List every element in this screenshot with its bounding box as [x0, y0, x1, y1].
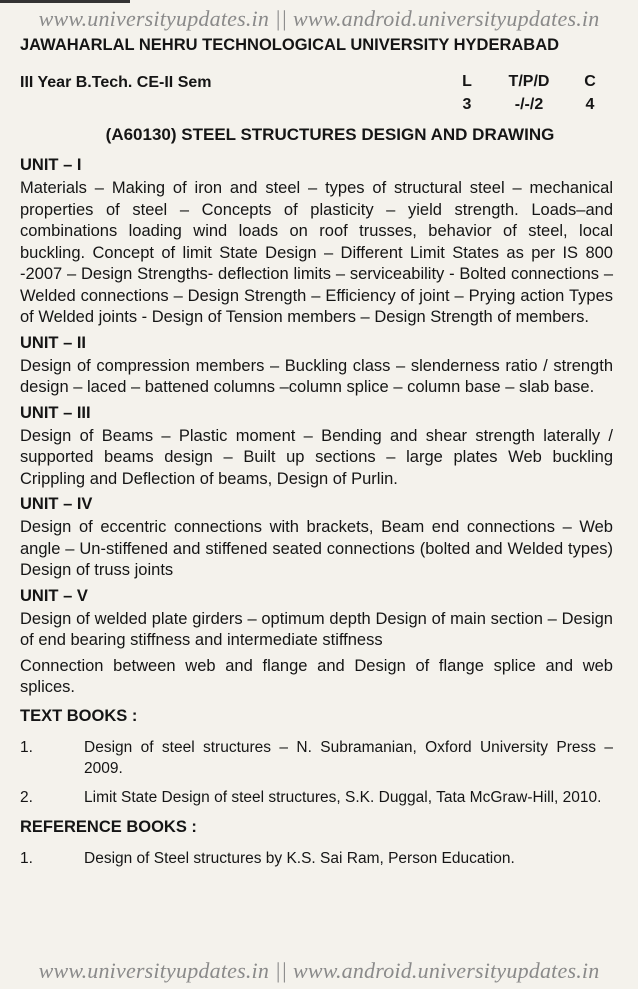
reference-book-number: 1. [20, 849, 33, 867]
unit-4-text: Design of eccentric connections with brackets, Beam end connections – Web angle – Un-stiffened and stiffened seated connections (bolted and Welded types) Design of truss joints [20, 518, 613, 579]
unit-5-text: Design of welded plate girders – optimum depth Design of main section – Design of end bearing stiffness and intermediate stiffness [20, 609, 613, 649]
ltpc-l-column [455, 70, 479, 116]
ltpc-l-label: L [462, 73, 472, 90]
ltpc-c-label: C [584, 73, 596, 90]
unit-5-heading: UNIT – V [20, 586, 88, 605]
course-title: (A60130) STEEL STRUCTURES DESIGN AND DRAWING [105, 125, 555, 144]
ltpc-c-value: 4 [585, 96, 595, 113]
ltpc-l-value: 3 [462, 96, 472, 113]
university-name: JAWAHARLAL NEHRU TECHNOLOGICAL UNIVERSITY HYDERABAD [20, 36, 560, 54]
text-book-title: Design of steel structures – N. Subramanian, Oxford University Press – 2009. [84, 738, 613, 777]
reference-books-heading: REFERENCE BOOKS : [20, 817, 197, 836]
ltpc-tpd-column [497, 70, 561, 116]
unit-3-text: Design of Beams – Plastic moment – Bending and shear strength laterally / supported beams design – Built up sections – large plates Web buckling Crippling and Deflection of beams, Design of Purlin. [20, 426, 613, 488]
reference-book-item [20, 848, 613, 869]
unit-5-text-continued: Connection between web and flange and Design of flange splice and web splices. [20, 656, 613, 696]
text-book-item [20, 787, 613, 808]
text-book-number: 2. [20, 788, 33, 806]
top-rule [0, 0, 130, 3]
text-book-title: Limit State Design of steel structures, S.K. Duggal, Tata McGraw-Hill, 2010. [84, 788, 602, 806]
unit-1-text: Materials – Making of iron and steel – types of structural steel – mechanical properties of steel – Concepts of plasticity – yield strength. Loads–and combinations loading wind loads on roof trusses, behavior of steel, local buckling. Concept of limit State Design – Different Limit States as per IS 800 -2007 – Design Strengths- deflection limits – serviceability - Bolted connections – Welded connections – Design Strength – Efficiency of joint – Prying action Types of Welded joints - Design of Tension members – Design Strength of members. [20, 179, 613, 326]
unit-2-text: Design of compression members – Buckling class – slenderness ratio / strength design – laced – battened columns –column splice – column base – slab base. [20, 356, 613, 396]
text-book-item [20, 737, 613, 779]
unit-4-heading: UNIT – IV [20, 495, 93, 513]
unit-2-heading: UNIT – II [20, 333, 87, 352]
year-semester: III Year B.Tech. CE-II Sem [20, 74, 212, 91]
watermark-bottom: www.universityupdates.in || www.android.universityupdates.in [38, 958, 600, 983]
reference-book-title: Design of Steel structures by K.S. Sai Ram, Person Education. [84, 849, 515, 867]
unit-3-heading: UNIT – III [20, 403, 91, 422]
ltpc-c-column [578, 70, 602, 116]
ltpc-tpd-label: T/P/D [508, 73, 550, 90]
unit-1-heading: UNIT – I [20, 156, 82, 174]
ltpc-tpd-value: -/-/2 [514, 96, 544, 113]
text-book-number: 1. [20, 738, 33, 756]
text-books-heading: TEXT BOOKS : [20, 706, 138, 725]
syllabus-body [20, 153, 613, 875]
watermark-top: www.universityupdates.in || www.android.universityupdates.in [38, 6, 600, 31]
